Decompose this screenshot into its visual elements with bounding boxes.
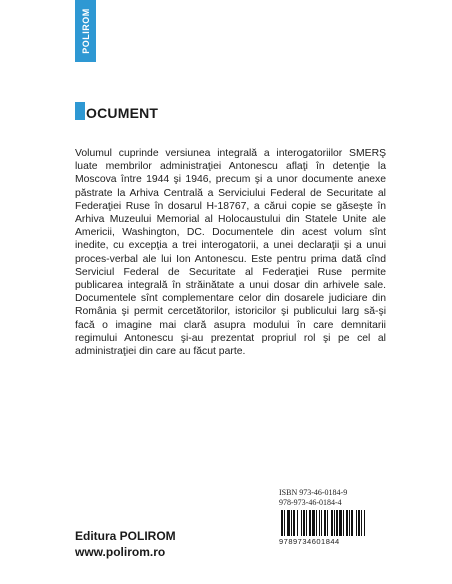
brand-label: POLIROM [80, 8, 91, 54]
series-title-initial-block [75, 102, 85, 120]
description-text: Volumul cuprinde versiunea integrală a interogatoriilor SMERŞ luate membrilor administraţiei Antonescu aflaţi în detenţie la Moscova între 1944 şi 1946, precum şi a unor documente anexe păstrate la Arhiva Centrală a Serviciului Federal de Securitate al Federaţiei Ruse în dosarul H-18767, a cărui copie se găseşte în Arhiva Muzeului Memorial al Holocaustului din Statele Unite ale Americii, Washington, DC. Documentele din acest volum sînt inedite, cu excepţia a trei interogatorii, a unei declaraţii şi a unui proces-verbal ale lui Ion Antonescu. Este pentru prima dată cînd Serviciul Federal de Securitate al Federaţiei Ruse permite publicarea integrală în străinătate a unui dosar din arhivele sale. Documentele sînt complementare celor din dosarele judiciare din România şi permit cercetătorilor, istoricilor şi publicului larg să-şi facă o imagine mai clară asupra modului în care demnitarii regimului Antonescu şi-au prezentat propriul rol şi pe cel al administraţiei din care au făcut parte. [75, 148, 386, 358]
isbn-10: ISBN 973-46-0184-9 [279, 488, 348, 497]
isbn-block [279, 488, 385, 546]
publisher-name: Editura POLIROM [75, 529, 176, 543]
brand-tab [75, 0, 96, 62]
series-title-text: OCUMENT [86, 105, 159, 121]
series-title [75, 102, 158, 120]
publisher-website[interactable]: www.polirom.ro [75, 545, 166, 559]
barcode-number: 9789734601844 [279, 537, 340, 546]
isbn-13: 978-973-46-0184-4 [279, 498, 342, 507]
barcode [279, 510, 385, 536]
